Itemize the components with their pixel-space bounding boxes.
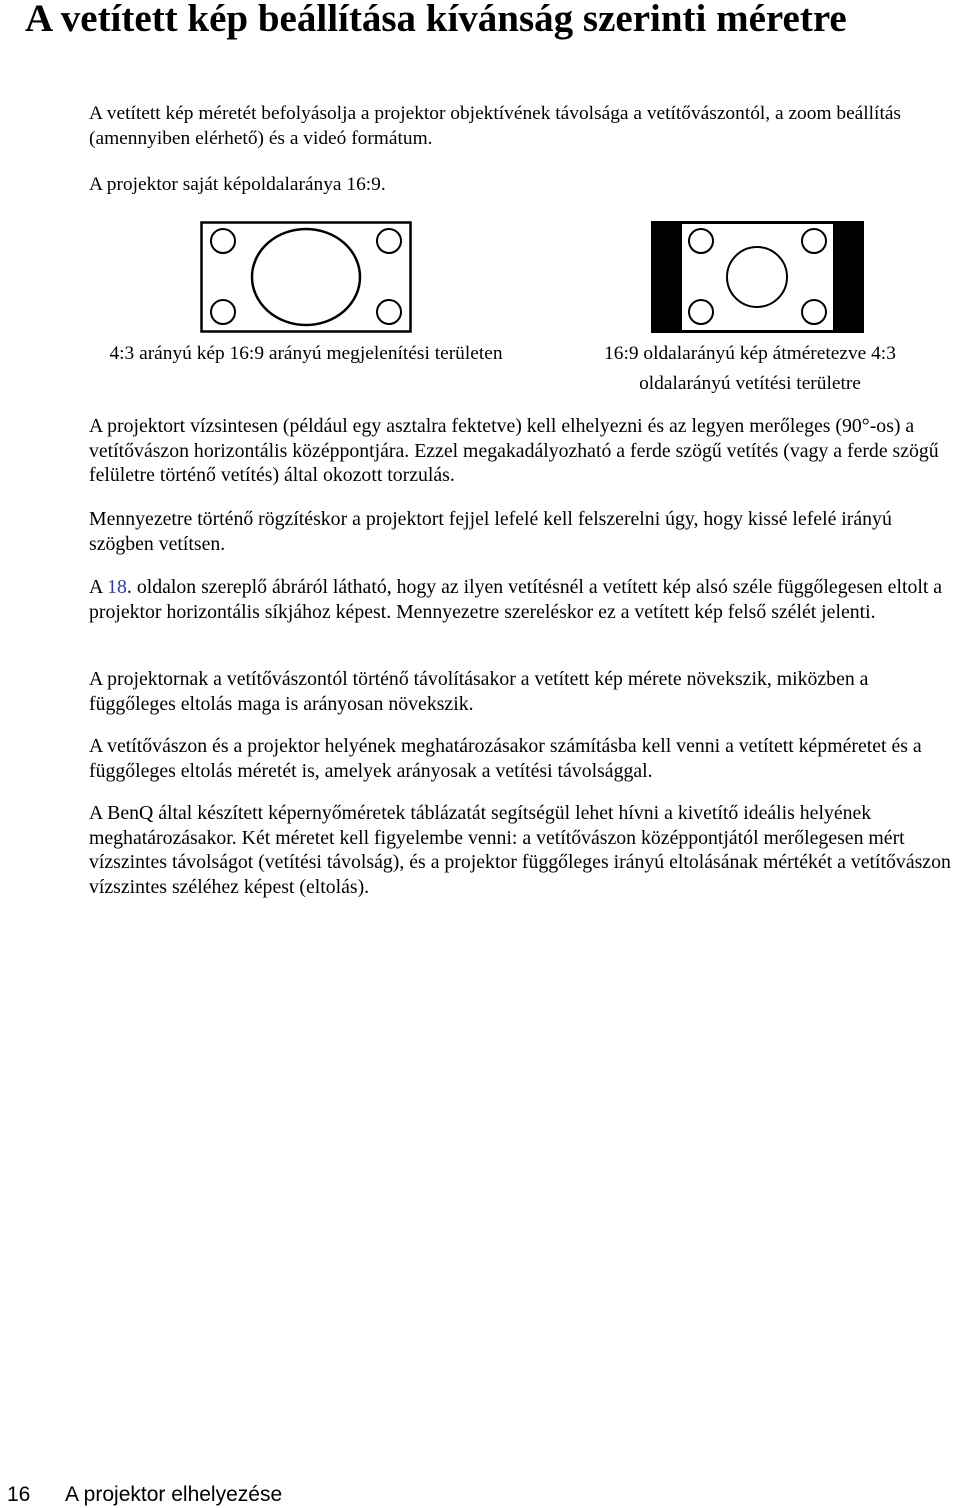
left-diagram-caption: 4:3 arányú kép 16:9 arányú megjelenítési területen [109, 343, 503, 364]
page-footer [0, 1481, 960, 1508]
p3-text-end: . oldalon szereplő ábráról látható, hogy az ilyen vetítésnél a vetített kép alsó széle függőlegesen eltolt a projektor horizontális síkjához képest. Mennyezetre szereléskor ez a vetített kép felső szélét jelenti. [89, 576, 943, 623]
body-paragraph-4: A projektornak a vetítővászontól történő távolításakor a vetített kép mérete növekszik, miközben a függőleges eltolás maga is arányosan növekszik. [89, 668, 869, 715]
body-paragraph-1: A projektort vízsintesen (például egy asztalra fektetve) kell elhelyezni és az legyen merőleges (90°-os) a vetítővászon horizontális középpontjára. Ezzel megakadályozható a ferde szögű vetítés (vagy a ferde szögű felületre történő vetítés) által okozott torzulás. [89, 415, 939, 486]
diagram-16-9-on-4-3-graphic [651, 221, 864, 333]
diagram-16-9-on-4-3 [651, 221, 864, 333]
page-18-link[interactable]: 18 [107, 576, 127, 598]
diagram-4-3-on-16-9-graphic [200, 221, 412, 333]
native-aspect-ratio-text: A projektor saját képoldalaránya 16:9. [89, 174, 386, 195]
body-paragraph-2: Mennyezetre történő rögzítéskor a projektort fejjel lefelé kell felszerelni úgy, hogy kissé lefelé irányú szögben vetítsen. [89, 508, 892, 555]
body-paragraph-6: A BenQ által készített képernyőméretek táblázatát segítségül lehet hívni a kivetítő ideális helyének meghatározásakor. Két méretet kell figyelembe venni: a vetítővászon középpontjától merőlegesen mért vízszintes távolságot (vetítési távolság), és a projektor függőleges irányú eltolásának mértékét a vetítővászon vízszintes széléhez képest (eltolás). [89, 802, 951, 898]
intro-paragraph: A vetített kép méretét befolyásolja a projektor objektívének távolsága a vetítővászontól, a zoom beállítás (amennyiben elérhető) és a videó formátum. [89, 103, 901, 149]
frame-16-9-area [202, 223, 411, 332]
footer-section-title: A projektor elhelyezése [65, 1483, 283, 1506]
body-paragraph-3 [89, 575, 959, 624]
page-title: A vetített kép beállítása kívánság szerinti méretre [25, 0, 847, 40]
p3-text-start: A [89, 576, 108, 598]
diagram-4-3-on-16-9 [200, 221, 412, 333]
page-number: 16 [7, 1483, 31, 1506]
frame-4-3-area [681, 223, 834, 331]
right-diagram-caption: 16:9 oldalarányú kép átméretezve 4:3 oldalarányú vetítési területre [604, 343, 896, 394]
body-paragraph-5: A vetítővászon és a projektor helyének meghatározásakor számításba kell venni a vetített képméretet és a függőleges eltolás méretét is, amelyek arányosak a vetítési távolsággal. [89, 735, 922, 782]
